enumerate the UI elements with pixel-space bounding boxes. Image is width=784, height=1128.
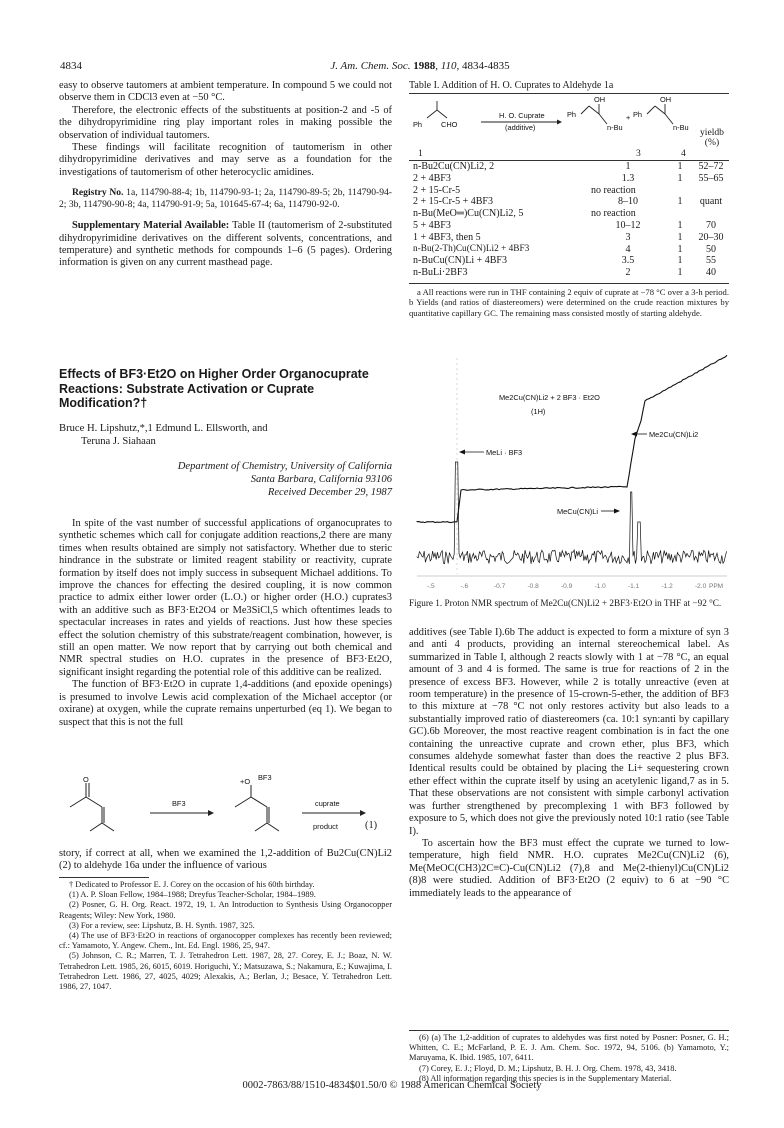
received-date: Received December 29, 1987 xyxy=(267,487,392,498)
footnote: (5) Johnson, C. R.; Marren, T. J. Tetrahedron Lett. 1987, 28, 27. Corey, E. J.; Boaz, N. W. Tetrahedron Lett. 1985, 26, 6015, 6019. Horiguchi, Y.; Matsuzawa, S.; Nakamura, E.; Kuwajima, I. Tetrahedron Lett. 1986, 27, 4025, 4029; Alexakis, A.; Berlan, J.; Besace, Y. Tetrahedron Lett. 1986, 27, 1047. xyxy=(59,951,392,992)
axis-tick-label: -.5 xyxy=(427,583,435,590)
data-table xyxy=(410,161,730,279)
axis-tick-label: -1.0 xyxy=(594,583,606,590)
para-story xyxy=(59,848,392,873)
paragraph: The function of BF3·Et2O in cuprate 1,4-additions (and epoxide openings) is presumed to involve Lewis acid complexation of the Michael acceptor (or oxirane) at oxygen, while the cuprate remains unperturbed (eq 1). We began to suspect that this is not the full xyxy=(59,679,392,728)
table-cell-c3: 1.3 xyxy=(621,172,635,184)
right-text xyxy=(409,627,729,900)
scheme-ph-1: Ph xyxy=(413,120,423,129)
table-cell-reagent: n-Bu(MeO═)Cu(CN)Li2, 5 xyxy=(413,208,524,220)
axis-tick-label: -1.1 xyxy=(628,583,640,590)
table-cell-reagent: n-Bu2Cu(CN)Li2, 2 xyxy=(413,161,495,172)
table-cell-c4: 1 xyxy=(677,243,683,255)
authors-line: Teruna J. Siahaan xyxy=(81,436,156,447)
table-cell-c4: 1 xyxy=(677,196,683,208)
table-cell-yield: 52–72 xyxy=(698,161,724,172)
aldehyde-structure xyxy=(427,101,447,118)
authors-line: Bruce H. Lipshutz,*,1 Edmund L. Ellsworth, and xyxy=(59,423,268,434)
axis-unit: PPM xyxy=(709,583,724,590)
scheme-nbu-1: n-Bu xyxy=(607,123,623,132)
scheme-plus: + xyxy=(626,113,631,122)
footnotes-right xyxy=(409,1033,729,1084)
complex-structure xyxy=(235,785,279,831)
table-cell-c3: 3.5 xyxy=(621,255,635,267)
arrow-head xyxy=(631,432,637,437)
page-footer: 0002-7863/88/1510-4834$01.50/0 © 1988 American Chemical Society xyxy=(242,1080,542,1091)
supp-text: Table II (tautomerism of 2-substituted dihydropyrimidine derivatives on the different solvents, concentrations, and temperature) and synthetic methods for compounds 1–6 (5 pages). Ordering information is given on any current masthead page. xyxy=(59,220,392,269)
journal-volume: 110 xyxy=(440,60,457,72)
table-cell-reagent: 2 + 4BF3 xyxy=(413,172,451,184)
page-number: 4834 xyxy=(60,60,82,72)
scheme-reagent: H. O. Cuprate xyxy=(499,111,545,120)
table-row xyxy=(410,185,730,197)
paragraph: To ascertain how the BF3 must effect the cuprate we turned to low-temperature, high field NMR. H.O. cuprates Me2Cu(CN)Li2 (6), Me(MeOC(CH3)2C≡C)-Cu(CN)Li2 (7),8 and Me(2-thienyl)Cu(CN)Li2 (8)8 were studied. Addition of BF3·Et2O (2 equiv) to 6 at −90 °C immediately leads to the appearance of xyxy=(409,837,729,899)
peak-label-meli: MeLi · BF3 xyxy=(486,448,523,457)
table-cell-c3: no reaction xyxy=(591,184,636,196)
table-row xyxy=(410,196,730,208)
scheme-ph-3: Ph xyxy=(633,110,643,119)
table-row xyxy=(410,267,730,279)
table-cell-c3: 2 xyxy=(625,267,631,279)
oxygen-label: O xyxy=(83,775,89,784)
table-cell-c4: 1 xyxy=(677,161,683,172)
footnote: (8) All information regarding this species is in the Supplementary Material. xyxy=(419,1073,672,1083)
nmr-figure xyxy=(409,352,731,594)
paragraph: easy to observe tautomers at ambient temperature. In compound 5 we could not observe them in CDCl3 even at −50 °C. xyxy=(59,80,392,104)
yield-label: yieldb xyxy=(700,127,724,138)
footnote: (2) Posner, G. H. Org. React. 1972, 19, 1. An Introduction to Synthesis Using Organocopper Reagents; Wiley: New York, 1980. xyxy=(59,900,392,920)
table-cell-yield: 40 xyxy=(706,267,716,279)
axis-tick-label: -2.0 xyxy=(695,583,707,590)
figure-caption: Figure 1. Proton NMR spectrum of Me2Cu(CN)Li2 + 2BF3·Et2O in THF at −92 °C. xyxy=(409,598,722,608)
eq-bf3-label: BF3 xyxy=(172,799,186,808)
footnote: (3) For a review, see: Lipshutz, B. H. Synth. 1987, 325. xyxy=(69,920,255,930)
table-cell-reagent: n-BuCu(CN)Li + 4BF3 xyxy=(413,255,507,267)
paragraph: In spite of the vast number of successful applications of organocuprates to synthetic schemes which call for conjugate addition reactions,2 there are many times when results obtained are simply not satisfactory. Whether due to steric hindrance in the substrate or limited reagent stability or reactivity, cuprate formation by itself does not imply success in subsequent Michael additions. To improve the chances for effecting the desired coupling, it is now common practice to admix either lower order (L.O.) or higher order (H.O.) cuprates3 with an additive such as BF3·Et2O4 or Me3SiCl,5 which oftentimes leads to spectacular increases in rates and yields of reactions. Just how these species effect the solution chemistry of this substrate/reagent combination, however, is still an open matter. We now report that by carrying out both chemical and NMR spectral studies on H.O. cuprates in the presence of BF3·Et2O, significant insight regarding the potential role of this additive can be realized. xyxy=(59,518,392,678)
scheme-oh-2: OH xyxy=(660,96,672,104)
table-cell-c3: no reaction xyxy=(591,208,636,220)
table-cell-reagent: 1 + 4BF3, then 5 xyxy=(413,231,481,243)
supplementary-material xyxy=(59,220,392,270)
yield-unit: (%) xyxy=(704,137,720,148)
table-cell-yield: quant xyxy=(699,196,723,208)
paragraph: additives (see Table I).6b The adduct is expected to form a mixture of syn 3 and anti 4 products, providing an internal stereochemical label. As summarized in Table I, although 2 reacts slowly with 1 at −78 °C, an equal amount of 3 and 4 is formed. The same is true for reactions of 2 in the presence of excess BF3. However, while 2 is totally unreactive (even at room temperature) in the presence of 15-crown-5-ether, the addition of BF3 to this mixture at −78 °C not only restores activity but also leads to a substantially improved ratio of diastereomers (ca. 10:1 syn:anti by capillary GC).6b Moreover, the most reactive reagent combination is in fact the one containing the unreactive cuprate and crown ether, plus BF3, which consumes aldehyde somewhat faster than does the reactive 2 plus BF3. Identical results could be obtained by placing the Li+ sequestering crown ether effect within the cuprate itself by using an acetylenic ligand,7 as in 5. That these observations are not consistent with simple carbonyl activation was further strengthened by precomplexing 1 with BF3 followed by exposure to 5, which does not give the previously noted 10:1 ratio (see Table I). xyxy=(409,627,729,837)
supp-label: Supplementary Material Available: xyxy=(72,220,230,232)
table-cell-c4: 1 xyxy=(677,267,683,279)
intro-text xyxy=(59,518,392,729)
running-header: J. Am. Chem. Soc. 1988, 110, 4834-4835 xyxy=(330,60,510,72)
footnote: † Dedicated to Professor E. J. Corey on the occasion of his 60th birthday. xyxy=(69,880,315,889)
table-cell-c3: 10–12 xyxy=(615,219,641,231)
col-1-label: 1 xyxy=(418,148,423,159)
col-3-label: 3 xyxy=(636,148,641,159)
left-top-text xyxy=(59,80,392,270)
table-bottom-rule xyxy=(409,283,729,284)
arrow-head xyxy=(614,509,620,514)
arrow-head xyxy=(459,450,465,455)
paragraph: story, if correct at all, when we examined the 1,2-addition of Bu2Cu(CN)Li2 (2) to aldehyde 16a under the influence of various xyxy=(59,848,392,872)
axis-tick-label: -1.2 xyxy=(661,583,673,590)
authors xyxy=(59,422,389,448)
table-cell-c4 xyxy=(668,208,692,220)
table-cell-yield: 70 xyxy=(706,219,716,231)
axis-tick-label: -.6 xyxy=(460,583,469,590)
scheme-ph-2: Ph xyxy=(567,110,577,119)
table-body xyxy=(410,161,730,279)
scheme-additive: (additive) xyxy=(505,123,536,132)
table-cell-c3: 8–10 xyxy=(618,196,638,208)
axis-tick-label: -0.8 xyxy=(527,583,539,590)
table-cell-c4: 1 xyxy=(677,172,683,184)
axis-tick-label: -0.9 xyxy=(561,583,573,590)
table-cell-yield xyxy=(692,185,730,197)
table-cell-yield: 20–30 xyxy=(698,231,724,243)
equation-1 xyxy=(60,775,392,841)
table-cell-yield xyxy=(692,208,730,220)
table-cell-reagent: n-BuLi·2BF3 xyxy=(413,267,468,279)
footnote: (1) A. P. Sloan Fellow, 1984–1988; Dreyfus Teacher-Scholar, 1984–1989. xyxy=(69,890,316,900)
table-scheme xyxy=(409,96,729,148)
arrow-head xyxy=(360,810,366,816)
table-cell-c4: 1 xyxy=(677,255,683,267)
col-4-label: 4 xyxy=(681,148,686,159)
table-row xyxy=(410,161,730,173)
affiliation-line: Department of Chemistry, University of California xyxy=(177,461,392,472)
scheme-oh-1: OH xyxy=(594,96,606,104)
footnote: (4) The use of BF3·Et2O in reactions of organocopper complexes has recently been reviewed; cf.: Yamamoto, Y. Angew. Chem., Int. Ed. Engl. 1986, 25, 947. xyxy=(59,931,392,951)
footnote-rule-right xyxy=(409,1030,729,1031)
table-cell-c4: 1 xyxy=(677,219,683,231)
table-cell-yield: 50 xyxy=(706,243,716,255)
footnotes-left xyxy=(59,880,392,992)
table-cell-reagent: 5 + 4BF3 xyxy=(413,219,451,231)
journal-pages: 4834-4835 xyxy=(461,60,510,72)
table-cell-c3: 4 xyxy=(625,243,631,255)
footnote: (7) Corey, E. J.; Floyd, D. M.; Lipshutz, B. H. J. Org. Chem. 1978, 43, 3418. xyxy=(419,1063,677,1073)
paragraph: These findings will facilitate recognition of tautomerism in other dihydropyrimidine derivatives and may serve as a foundation for the investigations of tautomerism of other heterocyclic amidines. xyxy=(59,142,392,178)
table-footnote: a All reactions were run in THF containing 2 equiv of cuprate at −78 °C over a 3-h period. b Yields (and ratios of diastereomers) were determined on the crude reaction mixtures by quantitative capillary GC. The remaining mass consisted mostly of starting aldehyde. xyxy=(409,287,729,318)
table-row xyxy=(410,255,730,267)
affiliation-line: Santa Barbara, California 93106 xyxy=(250,474,392,485)
table-row xyxy=(410,232,730,244)
table-cell-yield: 55 xyxy=(706,255,716,267)
article-title: Effects of BF3·Et2O on Higher Order Organocuprate Reactions: Substrate Activation or Cuprate Modification?† xyxy=(59,367,369,411)
table-cell-yield: 55–65 xyxy=(698,172,724,184)
table-cell-c4: 1 xyxy=(677,231,683,243)
footnote: (6) (a) The 1,2-addition of cuprates to aldehydes was first noted by Posner: Posner, G. H.; Whitten, C. E.; McFarland, P. E. J. Am. Chem. Soc. 1972, 94, 5106. (b) Yamamoto, Y.; Maruyama, K. Ibid. 1985, 107, 6411. xyxy=(409,1033,729,1063)
table-cell-c3: 3 xyxy=(625,231,631,243)
eq-top-bf3: BF3 xyxy=(258,775,272,782)
registry-numbers xyxy=(59,187,392,210)
yield-header xyxy=(700,128,724,148)
registry-label: Registry No. xyxy=(72,187,124,199)
table-cell-c3: 1 xyxy=(625,161,631,172)
arrow-head xyxy=(557,120,562,125)
table-cell-reagent: 2 + 15-Cr-5 xyxy=(413,184,461,196)
fig-label-2: (1H) xyxy=(531,407,546,416)
table-row xyxy=(410,173,730,185)
axis-ticks xyxy=(427,583,723,590)
eq-product: product xyxy=(313,822,339,831)
axis-tick-label: -0.7 xyxy=(494,583,506,590)
arrow-head xyxy=(208,810,214,816)
peak-label-me2: Me2Cu(CN)Li2 xyxy=(649,430,699,439)
table-title: Table I. Addition of H. O. Cuprates to Aldehyde 1a xyxy=(409,80,614,91)
footnote-rule xyxy=(59,877,149,878)
peak-label-mecu: MeCu(CN)Li xyxy=(557,507,599,516)
table-cell-c4 xyxy=(668,185,692,197)
affiliation xyxy=(59,460,392,499)
scheme-nbu-2: n-Bu xyxy=(673,123,689,132)
enone-structure xyxy=(70,783,114,831)
product-3-structure xyxy=(581,104,607,124)
table-row xyxy=(410,208,730,220)
paragraph: Therefore, the electronic effects of the substituents at position-2 and -5 of the dihydropyrimidine ring play important roles in making possible the observation of individual tautomers. xyxy=(59,104,392,141)
scheme-cho: CHO xyxy=(441,120,458,129)
journal-year: 1988 xyxy=(413,60,436,72)
fig-label-1: Me2Cu(CN)Li2 + 2 BF3 · Et2O xyxy=(499,393,600,402)
table-cell-reagent: 2 + 15-Cr-5 + 4BF3 xyxy=(413,196,493,208)
oxonium-label: +O xyxy=(240,777,251,786)
eq-number: (1) xyxy=(365,820,378,831)
table-cell-reagent: n-Bu(2-Th)Cu(CN)Li2 + 4BF3 xyxy=(413,243,530,254)
table-top-rule xyxy=(409,93,729,94)
product-4-structure xyxy=(647,104,673,124)
journal-name: J. Am. Chem. Soc. xyxy=(330,60,411,72)
table-row xyxy=(410,220,730,232)
table-row xyxy=(410,244,730,256)
eq-cuprate-label: cuprate xyxy=(315,799,340,808)
registry-text: 1a, 114790-88-4; 1b, 114790-93-1; 2a, 114790-89-5; 2b, 114790-94-2; 3b, 114790-90-8; 4a, 114790-91-9; 5a, 101645-67-4; 6a, 114790-92-0. xyxy=(59,187,392,210)
